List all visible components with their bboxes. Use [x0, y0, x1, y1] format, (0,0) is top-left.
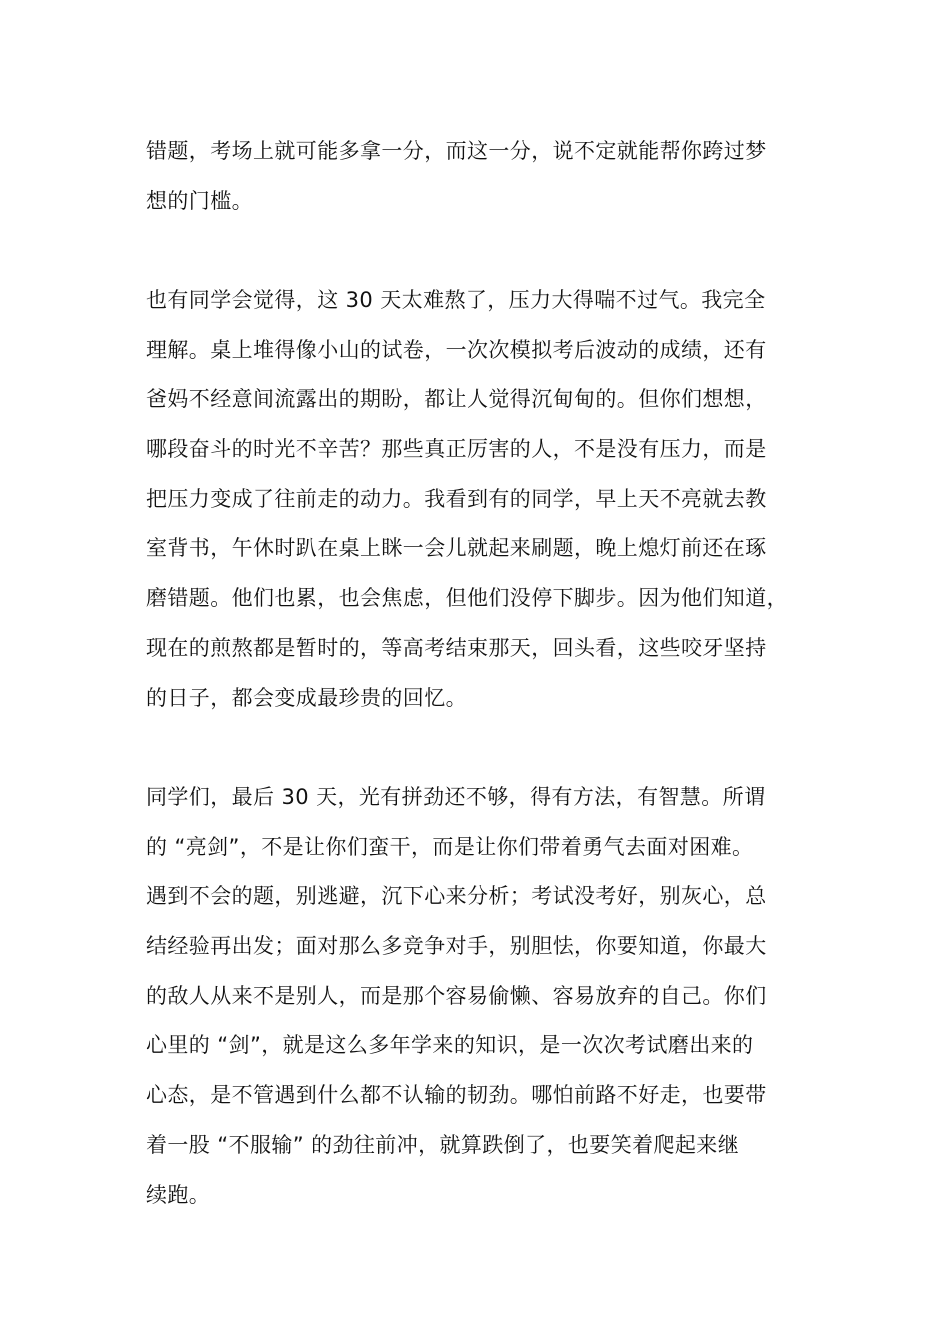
paragraph-line: 磨错题。他们也累，也会焦虑，但他们没停下脚步。因为他们知道， — [146, 586, 788, 611]
paragraph-2 — [146, 276, 826, 723]
paragraph-line: 的敌人从来不是别人，而是那个容易偷懒、容易放弃的自己。你们 — [146, 983, 767, 1008]
paragraph-line: 错题，考场上就可能多拿一分，而这一分，说不定就能帮你跨过梦 — [146, 139, 767, 163]
paragraph-line: 哪段奋斗的时光不辛苦？那些真正厉害的人，不是没有压力，而是 — [146, 437, 767, 462]
paragraph-1 — [146, 127, 826, 226]
paragraph-line: 也有同学会觉得，这 30 天太难熬了，压力大得喘不过气。我完全 — [146, 288, 766, 312]
paragraph-line: 爸妈不经意间流露出的期盼，都让人觉得沉甸甸的。但你们想想， — [146, 387, 767, 412]
paragraph-line: 续跑。 — [146, 1182, 211, 1207]
paragraph-line: 现在的煎熬都是暂时的，等高考结束那天，回头看，这些咬牙坚持 — [146, 635, 767, 660]
paragraph-line: 心里的 “剑”，就是这么多年学来的知识，是一次次考试磨出来的 — [146, 1033, 754, 1058]
paragraph-line: 室背书，午休时趴在桌上眯一会儿就起来刷题，晚上熄灯前还在琢 — [146, 536, 767, 561]
paragraph-line: 想的门槛。 — [146, 188, 253, 213]
paragraph-line: 心态，是不管遇到什么都不认输的韧劲。哪怕前路不好走，也要带 — [146, 1083, 767, 1108]
paragraph-line: 的日子，都会变成最珍贵的回忆。 — [146, 685, 467, 710]
paragraph-line: 的 “亮剑”，不是让你们蛮干，而是让你们带着勇气去面对困难。 — [146, 834, 754, 859]
paragraph-line: 理解。桌上堆得像小山的试卷，一次次模拟考后波动的成绩，还有 — [146, 337, 767, 362]
paragraph-line: 着一股 “不服输” 的劲往前冲，就算跌倒了，也要笑着爬起来继 — [146, 1132, 740, 1157]
paragraph-3 — [146, 773, 826, 1220]
paragraph-line: 遇到不会的题，别逃避，沉下心来分析；考试没考好，别灰心，总 — [146, 884, 767, 909]
paragraph-line: 同学们，最后 30 天，光有拼劲还不够，得有方法，有智慧。所谓 — [146, 785, 766, 809]
paragraph-line: 把压力变成了往前走的动力。我看到有的同学，早上天不亮就去教 — [146, 486, 767, 511]
paragraph-line: 结经验再出发；面对那么多竞争对手，别胆怯，你要知道，你最大 — [146, 934, 767, 959]
